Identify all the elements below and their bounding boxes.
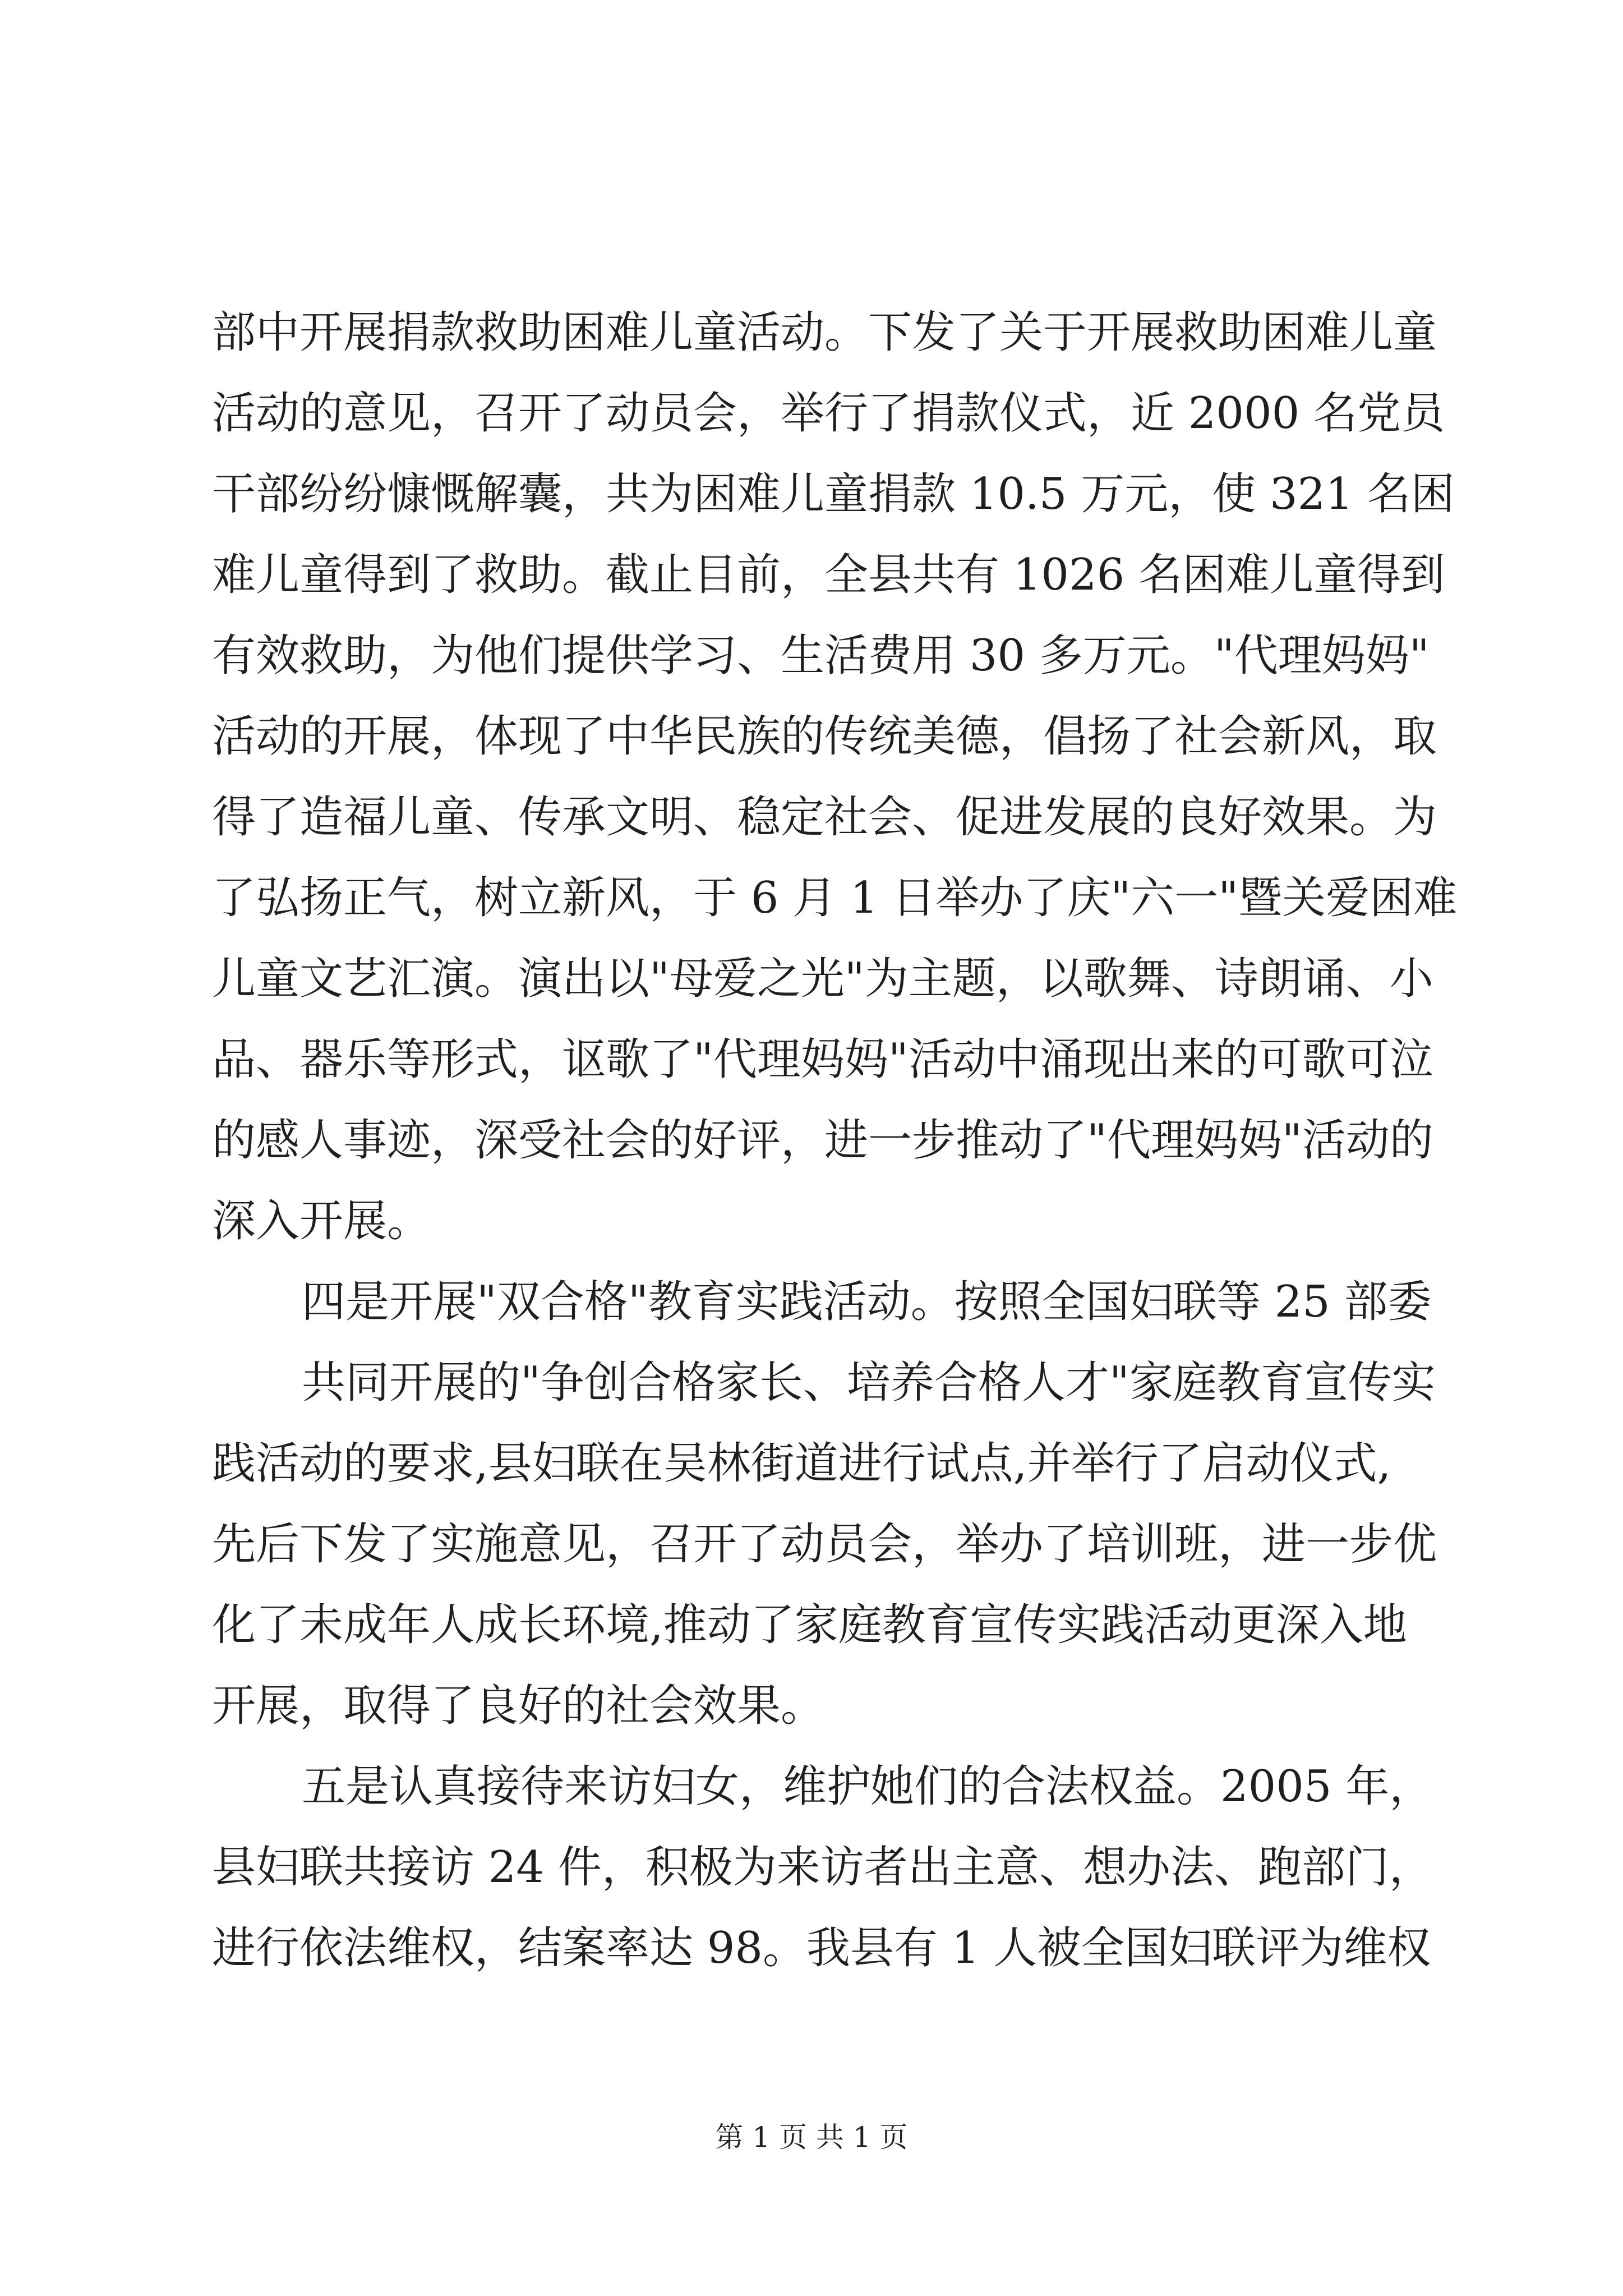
text-line-1: 部中开展捐款救助困难儿童活动。下发了关于开展救助困难儿童 xyxy=(212,307,1437,358)
text-line-16: 先后下发了实施意见，召开了动员会，举办了培训班，进一步优 xyxy=(212,1519,1437,1570)
text-line-5: 有效救助，为他们提供学习、生活费用 30 多万元。"代理妈妈" xyxy=(212,631,1430,681)
text-line-8: 了弘扬正气，树立新风，于 6 月 1 日举办了庆"六一"暨关爱困难 xyxy=(212,873,1458,923)
text-line-2: 活动的意见，召开了动员会，举行了捐款仪式，近 2000 名党员 xyxy=(212,388,1445,439)
text-line-13: 四是开展"双合格"教育实践活动。按照全国妇联等 25 部委 xyxy=(302,1277,1432,1327)
text-line-12: 深入开展。 xyxy=(212,1196,431,1246)
text-line-3: 干部纷纷慷慨解囊，共为困难儿童捐款 10.5 万元，使 321 名困 xyxy=(212,469,1455,519)
text-line-21: 进行依法维权，结案率达 98。我县有 1 人被全国妇联评为维权 xyxy=(212,1923,1431,1973)
text-line-11: 的感人事迹，深受社会的好评，进一步推动了"代理妈妈"活动的 xyxy=(212,1115,1433,1166)
text-line-6: 活动的开展，体现了中华民族的传统美德，倡扬了社会新风，取 xyxy=(212,711,1437,762)
text-line-19: 五是认真接待来访妇女，维护她们的合法权益。2005 年， xyxy=(302,1761,1433,1812)
text-line-4: 难儿童得到了救助。截止目前，全县共有 1026 名困难儿童得到 xyxy=(212,550,1445,600)
text-line-7: 得了造福儿童、传承文明、稳定社会、促进发展的良好效果。为 xyxy=(212,792,1437,843)
text-line-14: 共同开展的"争创合格家长、培养合格人才"家庭教育宣传实 xyxy=(302,1358,1436,1408)
text-line-18: 开展，取得了良好的社会效果。 xyxy=(212,1681,825,1731)
text-line-9: 儿童文艺汇演。演出以"母爱之光"为主题，以歌舞、诗朗诵、小 xyxy=(212,954,1433,1004)
page-footer: 第 1 页 共 1 页 xyxy=(715,2121,908,2154)
text-line-15: 践活动的要求,县妇联在吴林街道进行试点,并举行了启动仪式, xyxy=(212,1438,1391,1489)
text-line-10: 品、器乐等形式，讴歌了"代理妈妈"活动中涌现出来的可歌可泣 xyxy=(212,1034,1433,1085)
text-line-20: 县妇联共接访 24 件，积极为来访者出主意、想办法、跑部门， xyxy=(212,1842,1433,1893)
text-line-17: 化了未成年人成长环境,推动了家庭教育宣传实践活动更深入地 xyxy=(212,1600,1407,1650)
